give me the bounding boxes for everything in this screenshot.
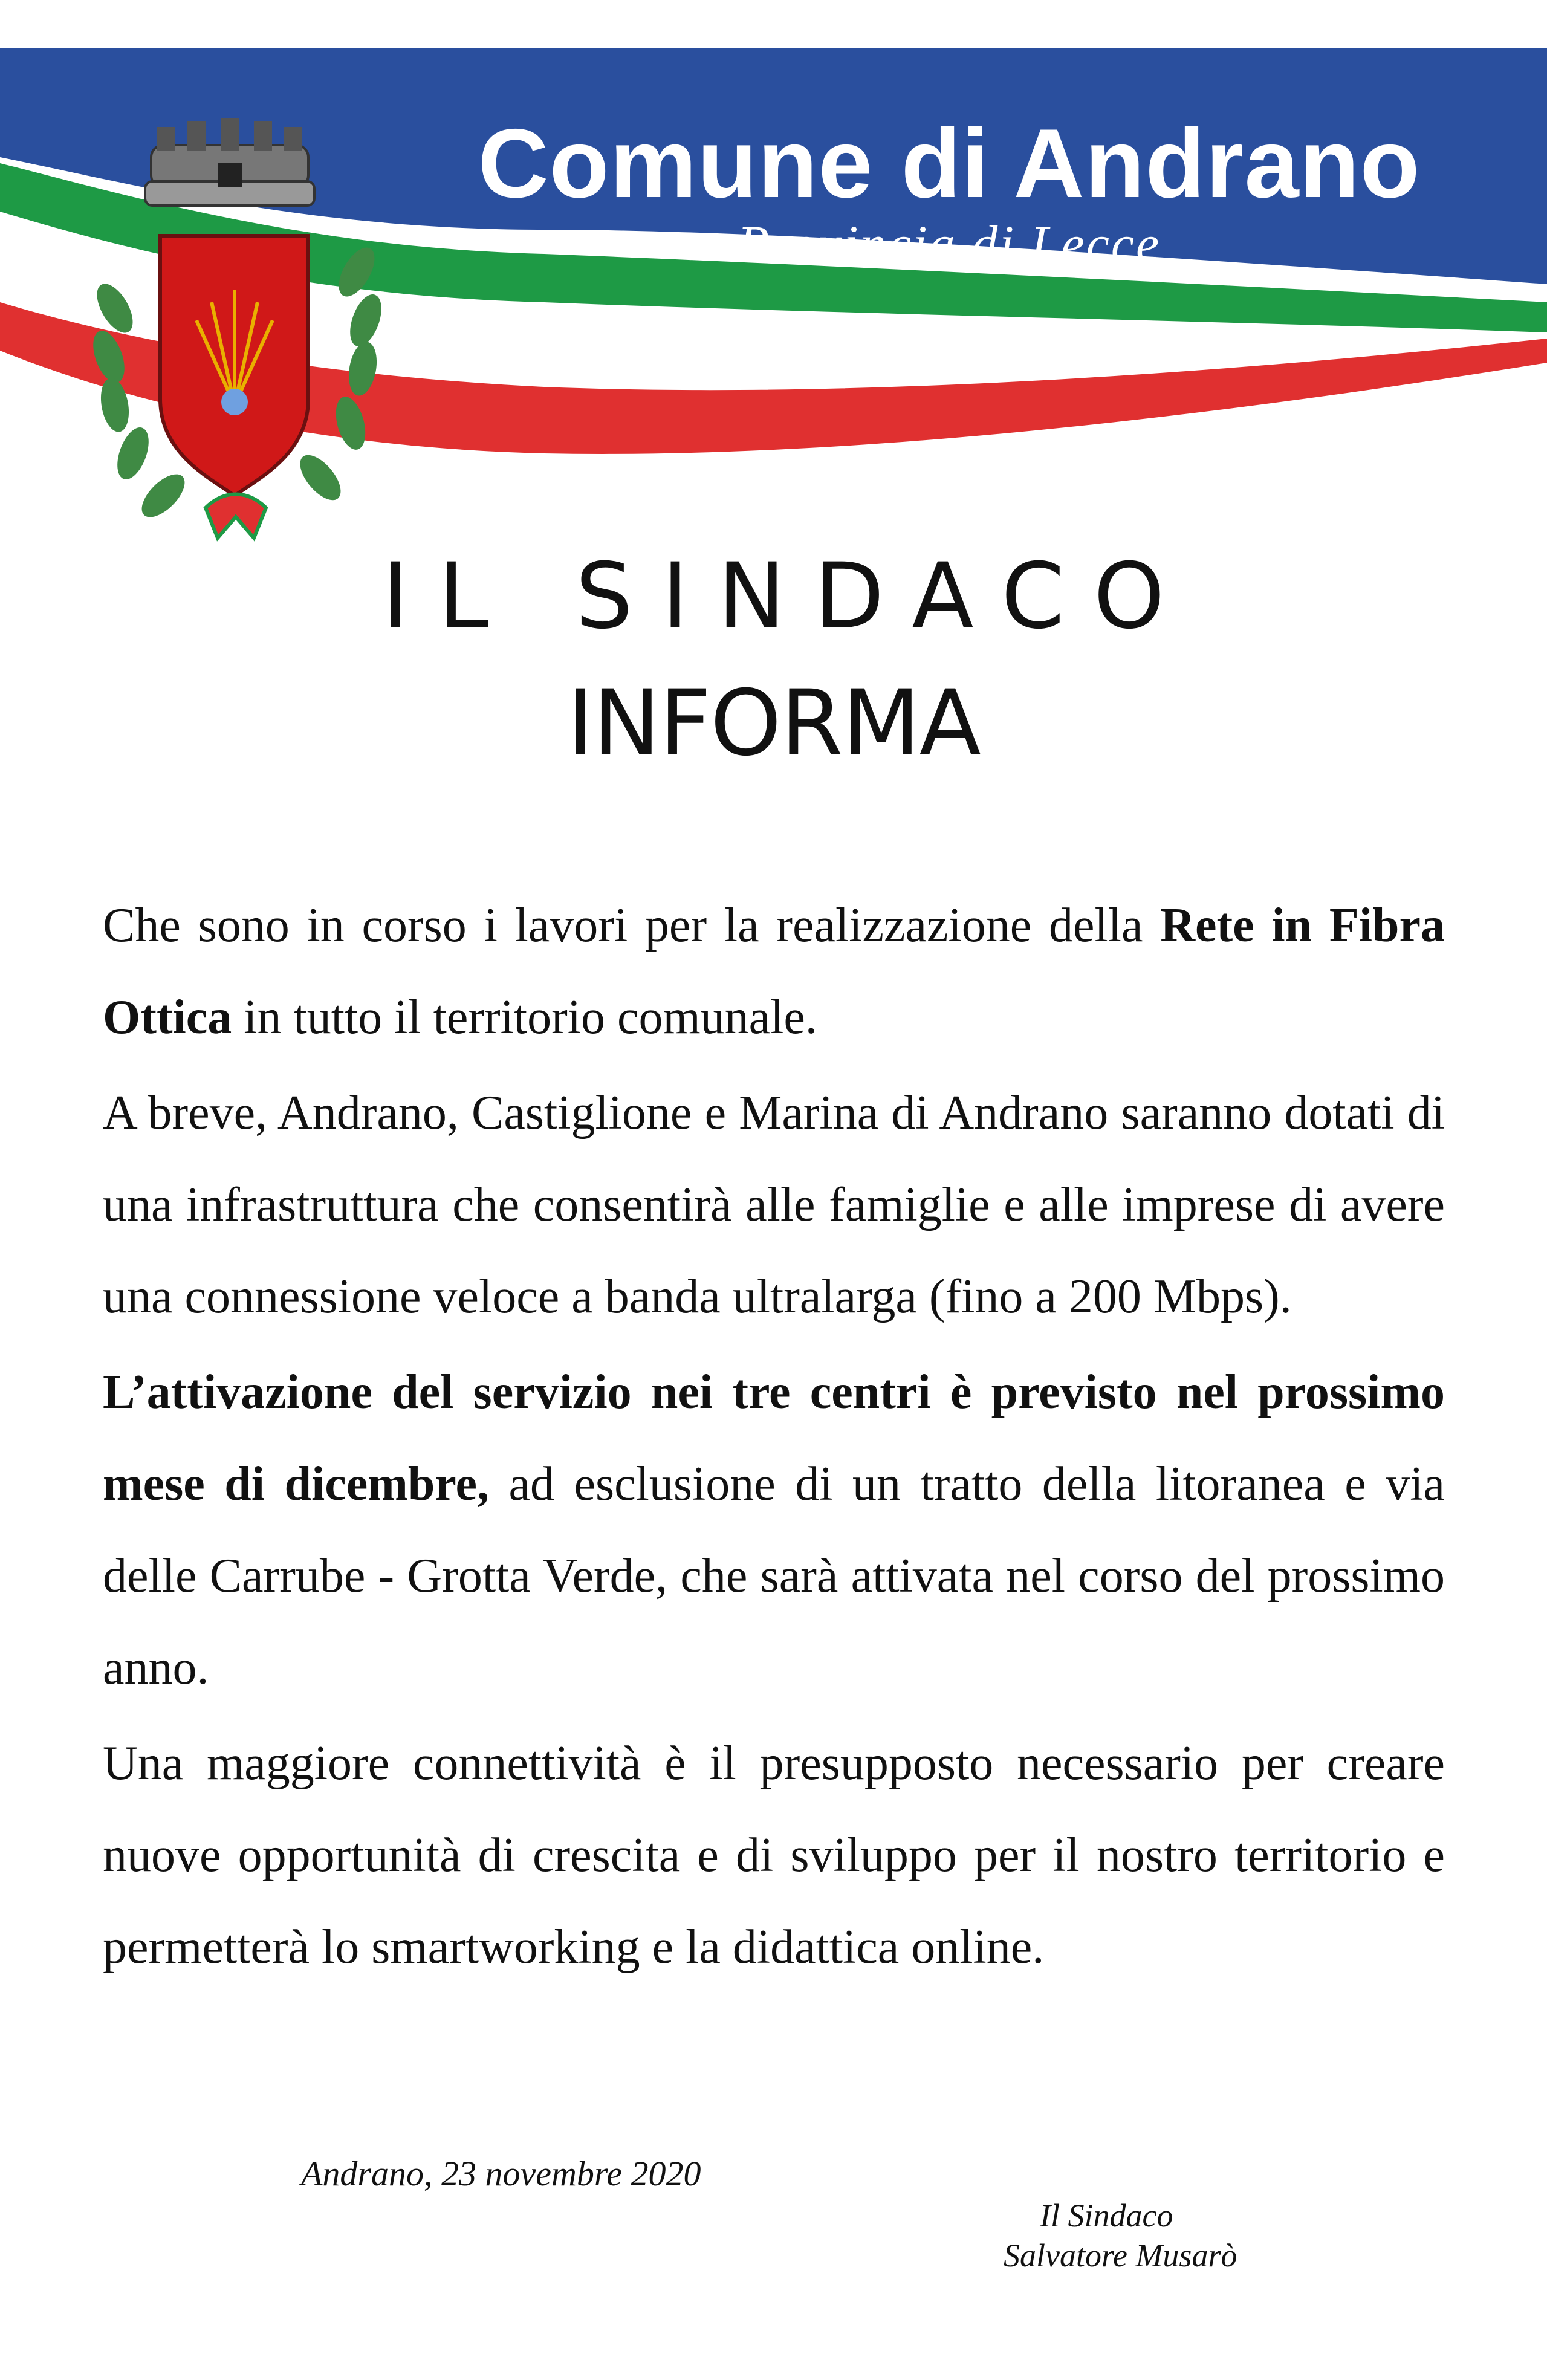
announcement-body: [103, 880, 1445, 1997]
paragraph-1: Che sono in corso i lavori per la realizzazione della Rete in Fibra Ottica in tutto il territorio comunale.: [103, 899, 1445, 1044]
municipal-coat-of-arms-icon: [66, 115, 405, 544]
activation-date-highlight: L’attivazione del servizio nei tre centri è previsto nel prossimo mese di dicembre,: [103, 1366, 1445, 1511]
heading-il-sindaco: IL SINDACO: [382, 544, 1194, 649]
fiber-network-highlight: Rete in Fibra Ottica: [103, 899, 1445, 1044]
province-name: Provincia di Lecce: [737, 215, 1161, 273]
paragraph-3: L’attivazione del servizio nei tre centri è previsto nel prossimo mese di dicembre, ad esclusione di un tratto della litoranea e via delle Carrube - Grotta Verde, che sarà attivata nel corso del prossimo anno.: [103, 1366, 1445, 1694]
paragraph-4: Una maggiore connettività è il presupposto necessario per creare nuove opportunità di crescita e di sviluppo per il nostro territorio e permetterà lo smartworking e la didattica online.: [103, 1737, 1445, 1974]
paragraph-2: A breve, Andrano, Castiglione e Marina di Andrano saranno dotati di una infrastruttura che consentirà alle famiglie e alle imprese di avere una connessione veloce a banda ultralarga (fino a 200 Mbps).: [103, 1086, 1445, 1323]
town-name: Comune di Andrano: [478, 109, 1421, 218]
signature-title: Il Sindaco: [1040, 2197, 1173, 2234]
heading-informa: INFORMA: [566, 671, 981, 776]
signature-name: Salvatore Musarò: [1004, 2237, 1237, 2274]
date-line: Andrano, 23 novembre 2020: [301, 2154, 701, 2193]
signature-block: [1004, 2196, 1257, 2275]
